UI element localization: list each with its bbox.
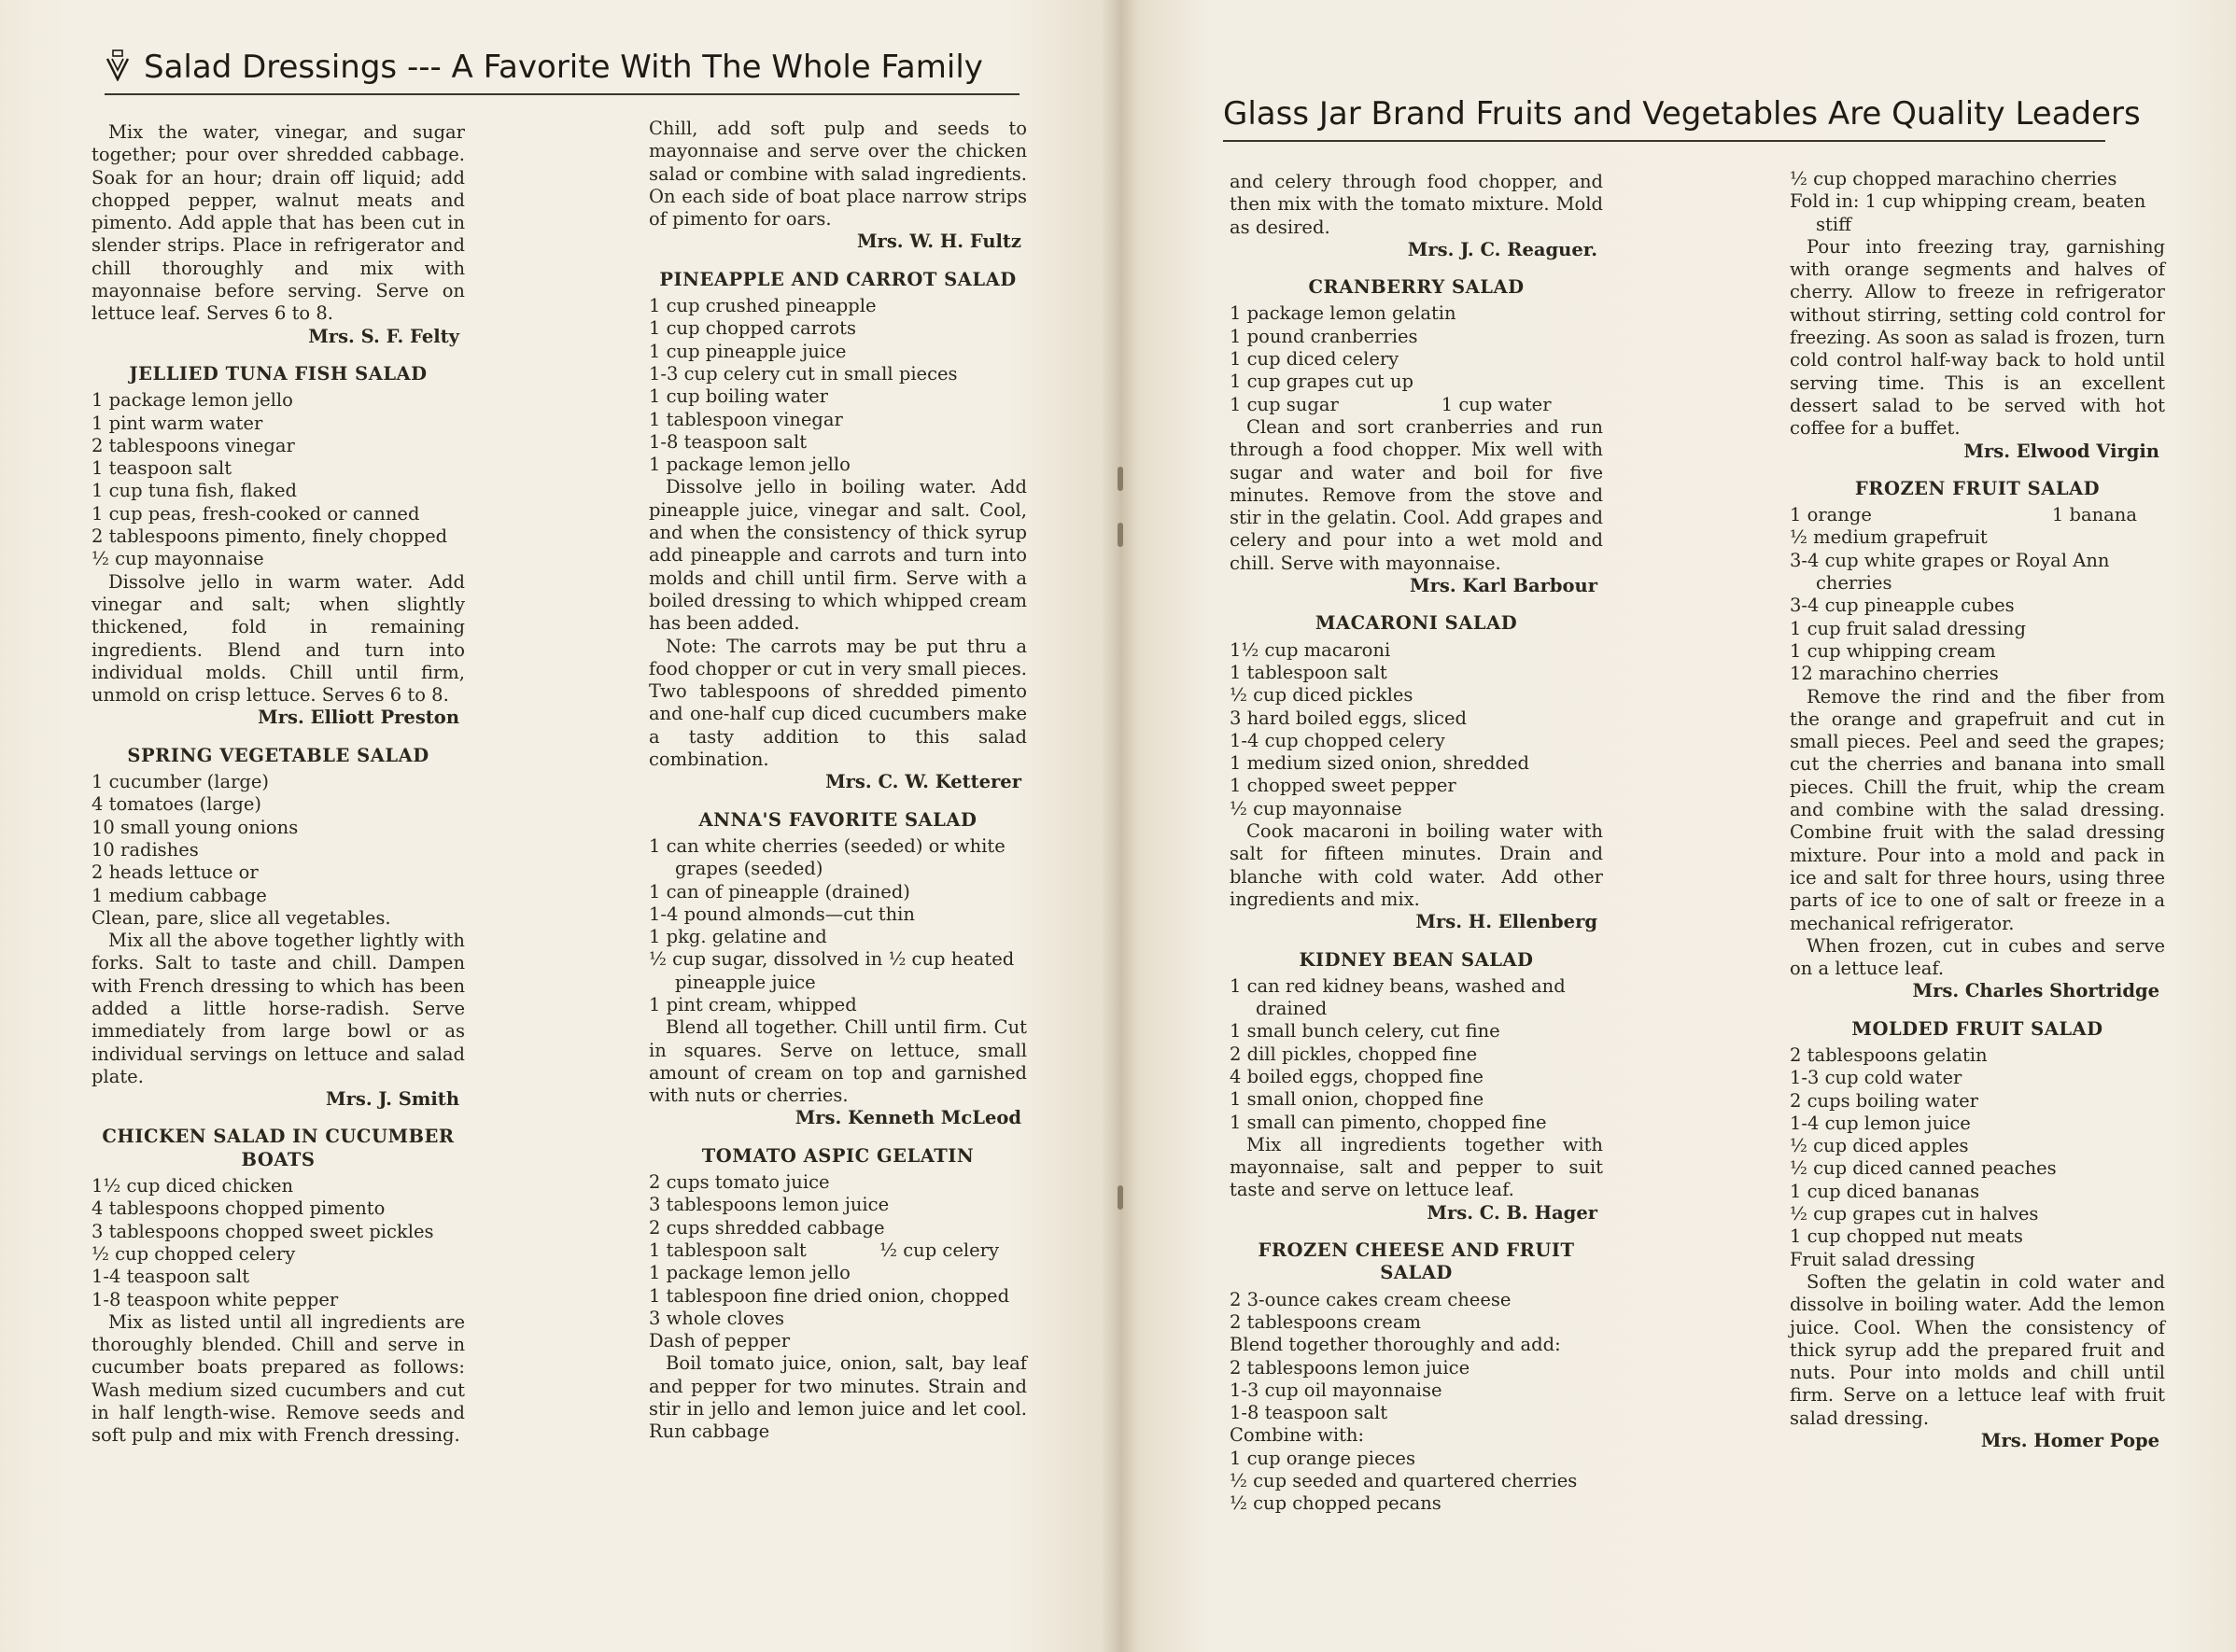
recipe-title: SPRING VEGETABLE SALAD [127,744,429,766]
recipe-signature: Mrs. S. F. Felty [308,325,459,347]
recipe-step: Blend together thoroughly and add: [1230,1334,1561,1356]
ingredient: ½ cup chopped celery [91,1242,296,1265]
ingredient: 3 tablespoons lemon juice [649,1194,890,1216]
ingredient-list [1790,504,2165,685]
right-header-text: Glass Jar Brand Fruits and Vegetables Are Quality Leaders [1223,95,2141,133]
recipe-signature: Mrs. Homer Pope [1980,1430,2159,1452]
staple-top [1118,467,1123,491]
ingredient: 2 cups shredded cabbage [649,1216,885,1239]
recipe-signature: Mrs. H. Ellenberg [1415,911,1597,933]
ingredient: 1 medium sized onion, shredded [1230,752,1529,775]
recipe-directions: Blend all together. Chill until firm. Cut in squares. Serve on lettuce, small amount of cream on top and garnished with nuts or cherries. [649,1016,1027,1107]
ingredient: 2 tablespoons vinegar [91,434,295,456]
ingredient: 1 cup grapes cut up [1230,371,1413,393]
ingredient: 2 cups tomato juice [649,1171,830,1194]
ingredient: 1-4 cup lemon juice [1790,1112,1971,1134]
ingredient: 1 pound cranberries [1230,325,1418,347]
ingredient: 4 boiled eggs, chopped fine [1230,1065,1484,1087]
ingredient: 1-4 pound almonds—cut thin [649,903,915,925]
ingredient: 1 cup pineapple juice [649,340,847,362]
left-column-2 [649,118,1027,1444]
ingredient: ½ cup celery [879,1239,999,1261]
recipe-directions: Clean and sort cranberries and run through a food chopper. Mix well with sugar and water and boil for five minutes. Remove from the stove and stir in the gelatin. Cool. Add grapes and celery and pour into a wet mold and chill. Serve with mayonnaise. [1230,415,1603,574]
ingredient: ½ medium grapefruit [1790,526,1988,549]
ingredient: ½ cup mayonnaise [1230,797,1402,819]
recipe-title: TOMATO ASPIC GELATIN [701,1144,975,1167]
recipe-title: CHICKEN SALAD IN CUCUMBER BOATS [102,1126,455,1170]
ingredient: 2 tablespoons gelatin [1790,1043,1988,1066]
ingredient: 1-3 cup cold water [1790,1067,1962,1089]
ingredient: 1-8 teaspoon salt [1230,1402,1388,1424]
ingredient: 2 tablespoons cream [1230,1310,1421,1333]
recipe-step: Combine with: [1230,1424,1365,1447]
recipe-title: MOLDED FRUIT SALAD [1851,1017,2103,1040]
ingredient: 1 teaspoon salt [91,457,232,480]
left-page-header [105,49,1020,95]
ingredient: 1 cup tuna fish, flaked [91,480,297,502]
ingredient: 1 orange [1790,504,1872,526]
ingredient: Fruit salad dressing [1790,1248,1976,1270]
ingredient-row [1230,394,1603,416]
recipe-step: Clean, pare, slice all vegetables. [91,906,391,929]
recipe-note: Note: The carrots may be put thru a food chopper or cut in very small pieces. Two tablespoons of shredded pimento and one-half cup diced cucumbers make a tasty addition to this salad combination. [649,635,1027,771]
recipe-signature: Mrs. Elwood Virgin [1963,440,2159,462]
recipe-signature: Mrs. W. H. Fultz [856,231,1021,253]
ingredient-row [649,1239,1027,1262]
ingredient: 3 tablespoons chopped sweet pickles [91,1220,434,1242]
ingredient: 1-4 cup chopped celery [1230,729,1445,751]
ingredient: 1 tablespoon salt [649,1239,807,1261]
ingredient: 1 tablespoon salt [1230,661,1387,683]
recipe-title: PINEAPPLE AND CARROT SALAD [659,268,1017,290]
right-column-1 [1230,171,1603,1516]
ingredient: 1½ cup macaroni [1230,638,1391,661]
recipe-directions-continued: and celery through food chopper, and then mix with the tomato mixture. Mold as desired. [1230,171,1603,238]
recipe-directions: Dissolve jello in boiling water. Add pineapple juice, vinegar and salt. Cool, and when the consistency of thick syrup add pineapple and carrots and turn into molds and chill until firm. Serve with a boiled dressing to which whipped cream has been added. [649,476,1027,635]
ingredient: 1 cup whipping cream [1790,639,1996,662]
ingredient: 1 can red kidney beans, washed and drained [1230,974,1566,1020]
ingredient: 1 small bunch celery, cut fine [1230,1020,1500,1043]
recipe-signature: Mrs. C. W. Ketterer [825,771,1021,793]
ingredient: 1 medium cabbage [91,884,267,906]
ingredient: 1 cup sugar [1230,393,1339,415]
recipe-title: ANNA'S FAVORITE SALAD [698,808,977,831]
ingredient-list [91,389,465,570]
ingredient: 1 cup chopped nut meats [1790,1225,2023,1248]
recipe-title: JELLIED TUNA FISH SALAD [129,362,428,385]
ingredient: 4 tomatoes (large) [91,793,262,816]
ingredient: 1½ cup diced chicken [91,1175,294,1197]
right-page-header [1223,95,2141,142]
ingredient: 3-4 cup white grapes or Royal Ann cherries [1790,549,2110,595]
ingredient-list [91,771,465,907]
recipe-directions-continued: Chill, add soft pulp and seeds to mayonnaise and serve over the chicken salad or combine with salad ingredients. On each side of boat place narrow strips of pimento for oars. [649,118,1027,231]
ingredient: 1 cup diced celery [1230,348,1399,371]
staple-middle [1118,523,1123,547]
recipe-directions: When frozen, cut in cubes and serve on a lettuce leaf. [1790,934,2165,980]
ingredient: 1 can white cherries (seeded) or white grapes (seeded) [649,834,1005,880]
ingredient: 1 cup water [1441,393,1552,415]
ingredient: 2 tablespoons lemon juice [1230,1356,1470,1379]
left-header-text: Salad Dressings --- A Favorite With The Whole Family [144,49,983,86]
ingredient: ½ cup diced apples [1790,1135,1969,1157]
recipe-directions: Cook macaroni in boiling water with salt for fifteen minutes. Drain and blanche with cold water. Add other ingredients and mix. [1230,820,1603,910]
recipe-directions: Dissolve jello in warm water. Add vinegar and salt; when slightly thickened, fold in remaining ingredients. Blend and turn into individual molds. Chill until firm, unmold on crisp lettuce. Serves 6 to 8. [91,570,465,707]
recipe-signature: Mrs. J. C. Reaguer. [1407,238,1597,260]
ingredient: 1 tablespoon vinegar [649,408,843,430]
ingredient: ½ cup chopped marachino cherries [1790,168,2117,189]
ingredient: 1 package lemon jello [91,389,293,412]
recipe-signature: Mrs. C. B. Hager [1427,1201,1597,1224]
ingredient: ½ cup diced canned peaches [1790,1157,2057,1180]
ingredient-list [91,1175,465,1311]
ingredient: ½ cup diced pickles [1230,684,1413,707]
ingredient: 3 whole cloves [649,1307,785,1329]
ingredient: 4 tablespoons chopped pimento [91,1197,386,1220]
ingredient: Dash of pepper [649,1330,791,1352]
intro-directions: Mix the water, vinegar, and sugar together; pour over shredded cabbage. Soak for an hour; drain off liquid; add chopped pepper, walnut meats and pimento. Add apple that has been cut in slender strips. Place in refrigerator and chill thoroughly and mix with mayonnaise before serving. Serve on lettuce leaf. Serves 6 to 8. [91,121,465,325]
ingredient: 1 cup boiling water [649,385,828,408]
ingredient: 3-4 cup pineapple cubes [1790,595,2015,617]
ingredient: 12 marachino cherries [1790,663,1999,685]
ingredient-list [1230,302,1603,415]
ingredient: 1-4 teaspoon salt [91,1266,250,1288]
ingredient: 2 dill pickles, chopped fine [1230,1043,1478,1065]
ingredient: ½ cup seeded and quartered cherries [1230,1470,1578,1492]
ingredient: 1-3 cup oil mayonnaise [1230,1379,1442,1401]
recipe-title: MACARONI SALAD [1315,612,1518,635]
recipe-directions-continued: Pour into freezing tray, garnishing with orange segments and halves of cherry. Allow to freeze in refrigerator without stirring, setting cold control for freezing. As soon as salad is frozen, turn cold control half-way back to hold until serving time. This is an excellent dessert salad to be served with hot coffee for a buffet. [1790,235,2165,440]
right-page [1120,0,2236,1652]
ingredient: 1 pint cream, whipped [649,993,857,1015]
ingredient: 1 cup fruit salad dressing [1790,617,2026,639]
ingredient: 1 tablespoon fine dried onion, chopped [649,1284,1010,1307]
ingredient-list [649,295,1027,476]
ingredient: ½ cup chopped pecans [1230,1492,1441,1515]
ingredient: 1-8 teaspoon white pepper [91,1288,339,1310]
ingredient-list [649,835,1027,1016]
left-column-1 [91,121,465,1448]
ingredient: 1 small onion, chopped fine [1230,1088,1484,1111]
recipe-directions: Remove the rind and the fiber from the orange and grapefruit and cut in small pieces. Peel and seed the grapes; cut the cherries and banana into small pieces. Chill the fruit, whip the cream and combine with the salad dressing. Combine fruit with the salad dressing mixture. Pour into a mold and pack in ice and salt for three hours, using three parts of ice to one of salt or freeze in a mechanical refrigerator. [1790,685,2165,934]
ingredient: 1 pkg. gelatine and [649,926,827,948]
ingredient: 1 cup orange pieces [1230,1447,1415,1469]
recipe-title: FROZEN CHEESE AND FRUIT SALAD [1258,1239,1575,1284]
ingredient-row [1790,504,2165,526]
ingredient: 1 small can pimento, chopped fine [1230,1111,1547,1133]
ingredient-list [1230,975,1603,1134]
glass-jar-logo-icon [105,49,131,81]
ingredient: 1 package lemon jello [649,454,851,476]
ingredient: 1 cucumber (large) [91,771,270,793]
ingredient: 1 banana [2051,504,2137,526]
ingredient: 1-3 cup celery cut in small pieces [649,362,958,385]
staple-bottom [1118,1185,1123,1210]
ingredient: 3 hard boiled eggs, sliced [1230,707,1468,729]
ingredient: 1 package lemon gelatin [1230,302,1456,325]
recipe-signature: Mrs. Elliott Preston [258,707,459,729]
ingredient: ½ cup sugar, dissolved in ½ cup heated pineapple juice [649,948,1015,993]
recipe-signature: Mrs. Charles Shortridge [1912,980,2159,1002]
ingredient-list [1790,1044,2165,1271]
ingredient: 1 can of pineapple (drained) [649,880,910,903]
ingredient: 1 cup peas, fresh-cooked or canned [91,502,420,525]
ingredient: 1 cup crushed pineapple [649,295,877,317]
ingredient: 2 cups boiling water [1790,1089,1978,1112]
ingredient: 1 chopped sweet pepper [1230,775,1456,797]
recipe-title: CRANBERRY SALAD [1308,276,1525,299]
recipe-signature: Mrs. J. Smith [325,1088,459,1111]
ingredient: 1 cup chopped carrots [649,317,856,340]
recipe-signature: Mrs. Kenneth McLeod [795,1107,1021,1129]
recipe-step: Fold in: 1 cup whipping cream, beaten stiff [1790,190,2146,235]
ingredient: 2 tablespoons pimento, finely chopped [91,525,448,548]
ingredient: 10 radishes [91,838,199,861]
ingredient: 1 cup diced bananas [1790,1180,1980,1202]
ingredient: 2 3-ounce cakes cream cheese [1230,1288,1512,1310]
recipe-title: KIDNEY BEAN SALAD [1299,948,1534,971]
ingredient: ½ cup grapes cut in halves [1790,1203,2039,1225]
recipe-directions: Soften the gelatin in cold water and dissolve in boiling water. Add the lemon juice. Cool. When the consistency of thick syrup add the prepared fruit and nuts. Pour into molds and chill until firm. Serve on a lettuce leaf with fruit salad dressing. [1790,1270,2165,1429]
recipe-directions: Mix all the above together lightly with forks. Salt to taste and chill. Dampen with French dressing to which has been added a little horse-radish. Serve immediately from large bowl or as individual servings on lettuce and salad plate. [91,930,465,1087]
ingredient-list [1230,639,1603,820]
recipe-title: FROZEN FRUIT SALAD [1854,477,2101,499]
right-column-2 [1790,168,2165,1452]
ingredient-list [1230,1289,1603,1516]
ingredient: 1-8 teaspoon salt [649,430,808,453]
ingredient: 2 heads lettuce or [91,861,259,884]
ingredient-list [649,1171,1027,1352]
ingredient: 1 package lemon jello [649,1262,851,1284]
recipe-directions: Mix all ingredients together with mayonnaise, salt and pepper to suit taste and serve on lettuce leaf. [1230,1133,1603,1201]
ingredient: 1 pint warm water [91,412,263,434]
ingredient: ½ cup mayonnaise [91,548,264,570]
ingredient: 10 small young onions [91,816,299,838]
recipe-directions: Boil tomato juice, onion, salt, bay leaf and pepper for two minutes. Strain and stir in jello and lemon juice and let cool. Run cabbage [649,1352,1027,1443]
recipe-directions: Mix as listed until all ingredients are thoroughly blended. Chill and serve in cucumber boats prepared as follows: Wash medium sized cucumbers and cut in half length-wise. Remove seeds and soft pulp and mix with French dressing. [91,1310,465,1447]
book-gutter [1102,0,1139,1652]
recipe-signature: Mrs. Karl Barbour [1410,575,1597,597]
